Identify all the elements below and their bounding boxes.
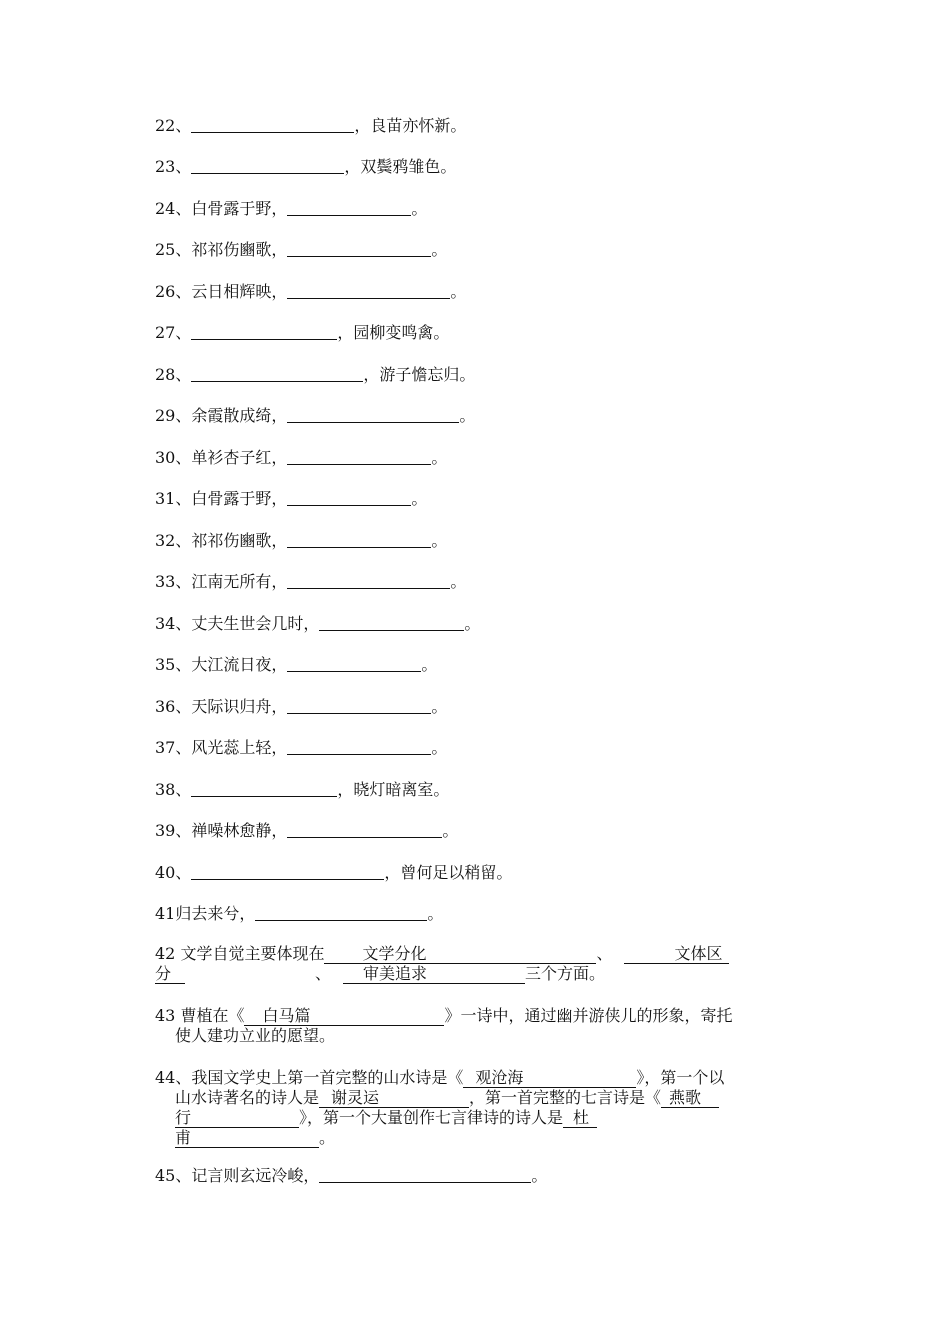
question-item	[155, 116, 466, 136]
question-item	[155, 697, 447, 717]
answer-blank	[319, 1166, 531, 1183]
question-item	[155, 904, 443, 924]
answer-blank	[191, 116, 354, 133]
question-text: 禅噪林愈静，	[191, 821, 288, 840]
question-44-line2a: 山水诗著名的诗人是	[175, 1088, 320, 1107]
question-item	[155, 821, 458, 841]
question-item	[155, 531, 447, 551]
question-text: 单衫杏子红，	[191, 448, 288, 467]
question-44-mid2: ，第一首完整的七言诗是《	[469, 1088, 662, 1107]
answer-blank	[287, 282, 450, 299]
question-number: 30、	[155, 448, 192, 467]
question-text: 白骨露于野，	[191, 489, 288, 508]
answer-44-1: 观沧海	[463, 1068, 636, 1088]
question-43-mid: 》一诗中，通过幽并游侠儿的形象，寄托	[444, 1006, 733, 1025]
answer-44-4-cont: 甫	[175, 1128, 319, 1148]
question-item	[155, 406, 475, 426]
question-text: 。	[427, 904, 444, 923]
answer-42-3: 审美追求	[343, 964, 525, 984]
question-text: 。	[431, 697, 448, 716]
answer-blank	[287, 199, 411, 216]
question-text: 风光蕊上轻，	[191, 738, 288, 757]
question-44-line2	[155, 1088, 724, 1108]
question-item	[155, 365, 475, 385]
question-44-mid1: 》，第一个以	[636, 1068, 725, 1087]
answer-44-4: 杜	[563, 1108, 597, 1128]
question-text: 大江流日夜，	[191, 655, 288, 674]
question-item	[155, 863, 512, 883]
question-item	[155, 572, 466, 592]
question-45	[155, 1166, 547, 1186]
question-text: 。	[411, 199, 428, 218]
question-number: 33、	[155, 572, 192, 591]
answer-blank	[287, 697, 431, 714]
question-item	[155, 489, 427, 509]
answer-blank	[287, 448, 431, 465]
question-item	[155, 282, 466, 302]
question-text: 天际识归舟，	[191, 697, 288, 716]
question-text: ，晓灯暗离室。	[337, 780, 450, 799]
question-44-prefix: 44、我国文学史上第一首完整的山水诗是《	[155, 1068, 464, 1087]
answer-42-1: 文学分化	[324, 944, 596, 964]
question-number: 24、	[155, 199, 192, 218]
answer-blank	[191, 863, 384, 880]
question-text: 江南无所有，	[191, 572, 288, 591]
answer-blank	[319, 614, 464, 631]
question-number: 27、	[155, 323, 192, 342]
question-number: 28、	[155, 365, 192, 384]
question-item	[155, 199, 427, 219]
question-text: 。	[421, 655, 438, 674]
answer-blank	[191, 323, 337, 340]
question-43-prefix: 43 曹植在《	[155, 1006, 245, 1025]
question-text: 归去来兮，	[175, 904, 256, 923]
answer-42-2: 文体区	[624, 944, 729, 964]
question-44-line1	[155, 1068, 724, 1088]
question-44-mid3: 》，第一个大量创作七言律诗的诗人是	[299, 1108, 564, 1127]
question-44	[155, 1068, 724, 1148]
question-45-suffix: 。	[531, 1166, 548, 1185]
question-number: 35、	[155, 655, 192, 674]
separator: 、	[596, 944, 613, 963]
question-item	[155, 780, 449, 800]
answer-blank	[191, 365, 363, 382]
question-42-line2	[155, 964, 729, 984]
question-45-prefix: 45、记言则玄远冷峻，	[155, 1166, 320, 1185]
question-text: 丈夫生世会几时，	[191, 614, 320, 633]
answer-44-2: 谢灵运	[319, 1088, 469, 1108]
question-42-suffix: 三个方面。	[525, 964, 606, 983]
question-text: 。	[411, 489, 428, 508]
question-42-prefix: 42 文学自觉主要体现在	[155, 944, 325, 963]
question-number: 38、	[155, 780, 192, 799]
question-text: 。	[464, 614, 481, 633]
answer-blank	[287, 655, 421, 672]
answer-43-1: 白马篇	[244, 1006, 444, 1026]
question-44-end: 。	[319, 1128, 336, 1147]
question-text: 。	[450, 282, 467, 301]
question-text: 。	[450, 572, 467, 591]
question-44-line3	[155, 1108, 724, 1128]
question-number: 34、	[155, 614, 192, 633]
question-text: 祁祁伤豳歌，	[191, 240, 288, 259]
question-text: 。	[459, 406, 476, 425]
answer-blank	[191, 157, 344, 174]
answer-42-2-cont: 分	[155, 964, 185, 984]
question-text: 。	[431, 240, 448, 259]
question-item	[155, 323, 449, 343]
question-text: 云日相辉映，	[191, 282, 288, 301]
question-number: 23、	[155, 157, 192, 176]
question-item	[155, 448, 447, 468]
question-item	[155, 157, 456, 177]
question-text: ，游子憺忘归。	[363, 365, 476, 384]
question-43-line1	[155, 1006, 732, 1026]
answer-44-3-cont: 行	[175, 1108, 299, 1128]
question-43-line2: 使人建功立业的愿望。	[175, 1026, 336, 1045]
question-text: 。	[431, 738, 448, 757]
question-number: 41	[155, 904, 176, 923]
question-text: ，良苗亦怀新。	[354, 116, 467, 135]
question-item	[155, 655, 437, 675]
answer-blank	[287, 240, 431, 257]
question-text: 。	[431, 448, 448, 467]
question-number: 39、	[155, 821, 192, 840]
question-number: 31、	[155, 489, 192, 508]
question-number: 32、	[155, 531, 192, 550]
question-text: 白骨露于野，	[191, 199, 288, 218]
answer-blank	[287, 821, 442, 838]
answer-44-3: 燕歌	[661, 1088, 719, 1108]
question-number: 26、	[155, 282, 192, 301]
question-item	[155, 240, 447, 260]
question-number: 37、	[155, 738, 192, 757]
question-text: 余霞散成绮，	[191, 406, 288, 425]
separator: 、	[315, 964, 332, 983]
answer-blank	[287, 531, 431, 548]
answer-blank	[287, 738, 431, 755]
question-number: 29、	[155, 406, 192, 425]
question-number: 36、	[155, 697, 192, 716]
question-number: 25、	[155, 240, 192, 259]
question-text: ，园柳变鸣禽。	[337, 323, 450, 342]
question-item	[155, 614, 480, 634]
answer-blank	[191, 780, 337, 797]
question-text: 。	[442, 821, 459, 840]
question-text: ，双鬓鸦雏色。	[344, 157, 457, 176]
question-number: 22、	[155, 116, 192, 135]
question-item	[155, 738, 447, 758]
answer-blank	[287, 572, 450, 589]
question-44-line4	[155, 1128, 724, 1148]
answer-blank	[287, 406, 459, 423]
answer-blank	[287, 489, 411, 506]
question-text: 。	[431, 531, 448, 550]
question-42-line1	[155, 944, 729, 964]
question-42	[155, 944, 729, 984]
question-text: 祁祁伤豳歌，	[191, 531, 288, 550]
question-43	[155, 1006, 732, 1045]
question-number: 40、	[155, 863, 192, 882]
answer-blank	[255, 904, 427, 921]
question-text: ，曾何足以稍留。	[384, 863, 513, 882]
